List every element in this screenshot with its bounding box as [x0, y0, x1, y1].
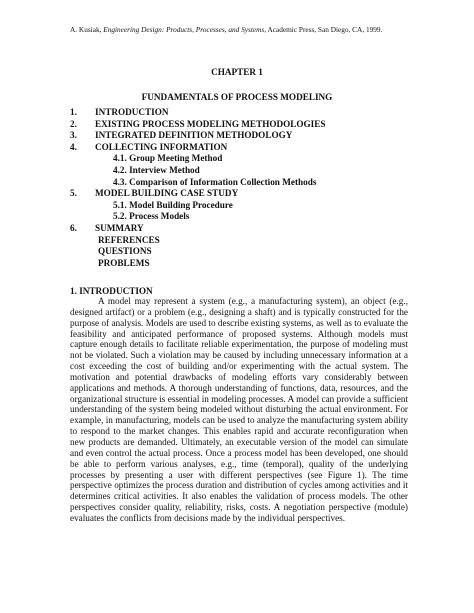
toc-entry [70, 107, 430, 119]
toc-entry-number: 4. [70, 141, 77, 152]
toc-entry [70, 200, 430, 212]
toc-entry [70, 119, 430, 131]
toc-entry [70, 188, 430, 200]
toc-entry-text: INTRODUCTION [95, 107, 169, 117]
toc-entry [70, 177, 430, 189]
toc-entry-text: INTEGRATED DEFINITION METHODOLOGY [95, 130, 293, 141]
toc-entry-text: 4.3. Comparison of Information Collection Methods [113, 176, 317, 187]
introduction-paragraph: A model may represent a system (e.g., a manufacturing system), an object (e.g., designed artifact) or a problem (e.g., designing a shaft) and is typically constructed for the purpose of analysis. Models are used to describe existing systems, as well as to evaluate the feasibility and anticipated performance of proposed systems. Although models must capture enough details to facilitate reliable experimentation, the purpose of modeling must not be violated. Such a violation may be caused by including unnecessary information at a cost exceeding the cost of building and/or experimenting with the actual system. The motivation and potential drawbacks of modeling efforts vary considerably between applications and methods. A thorough understanding of functions, data, resources, and the organizational structure is essential in modeling processes. A model can provide a sufficient understanding of the system being modeled without disturbing the actual environment. For example, in manufacturing, models can be used to analyze the manufacturing system ability to respond to the market changes. This enables rapid and accurate reconfiguration when new products are demanded. Ultimately, an executable version of the model can simulate and even control the actual process. Once a process model has been developed, one should be able to perform various analyses, e.g., time (temporal), quality of the underlying processes by presenting a user with different perspectives (see Figure 1). The time perspective optimizes the process duration and distribution of cycles among activities and it determines critical activities. It also enables the validation of process models. The other perspectives consider quality, reliability, risks, costs. A negotiation perspective (module) evaluates the conflicts from decisions made by the individual perspectives. [70, 296, 408, 523]
toc-entry-number: 2. [70, 118, 77, 129]
toc-entry [70, 153, 430, 165]
toc-entry-text: 5.1. Model Building Procedure [113, 199, 233, 210]
toc-entry [70, 258, 430, 270]
citation-header [70, 25, 450, 34]
toc-entry [70, 223, 430, 235]
toc-entry [70, 142, 430, 154]
citation-author: A. Kusiak, [70, 25, 104, 34]
toc-entry-number: 1. [70, 107, 77, 117]
table-of-contents [70, 107, 430, 269]
toc-entry-text: 4.1. Group Meeting Method [113, 153, 223, 164]
toc-entry-text: QUESTIONS [98, 246, 152, 257]
toc-entry-number: 5. [70, 188, 77, 199]
toc-entry-text: 4.2. Interview Method [113, 164, 200, 175]
toc-entry-number: 3. [70, 130, 77, 141]
toc-entry-number: 6. [70, 222, 77, 233]
toc-entry-text: PROBLEMS [98, 257, 150, 268]
toc-entry-text: MODEL BUILDING CASE STUDY [95, 188, 239, 199]
toc-entry [70, 211, 430, 223]
toc-entry-text: 5.2. Process Models [113, 211, 190, 222]
toc-entry [70, 130, 430, 142]
toc-entry [70, 246, 430, 258]
toc-entry-text: SUMMARY [95, 222, 144, 233]
toc-entry [70, 165, 430, 177]
chapter-label: CHAPTER 1 [211, 67, 263, 77]
toc-entry-text: EXISTING PROCESS MODELING METHODOLOGIES [95, 118, 326, 129]
chapter-title: FUNDAMENTALS OF PROCESS MODELING [141, 92, 333, 102]
toc-entry-text: REFERENCES [98, 234, 160, 245]
toc-entry-text: COLLECTING INFORMATION [95, 141, 228, 152]
citation-publisher: , Academic Press, San Diego, CA, 1999. [264, 25, 383, 34]
citation-book-title: Engineering Design: Products, Processes, and Systems [103, 25, 265, 34]
section-heading: 1. INTRODUCTION [70, 286, 153, 296]
toc-entry [70, 235, 430, 247]
